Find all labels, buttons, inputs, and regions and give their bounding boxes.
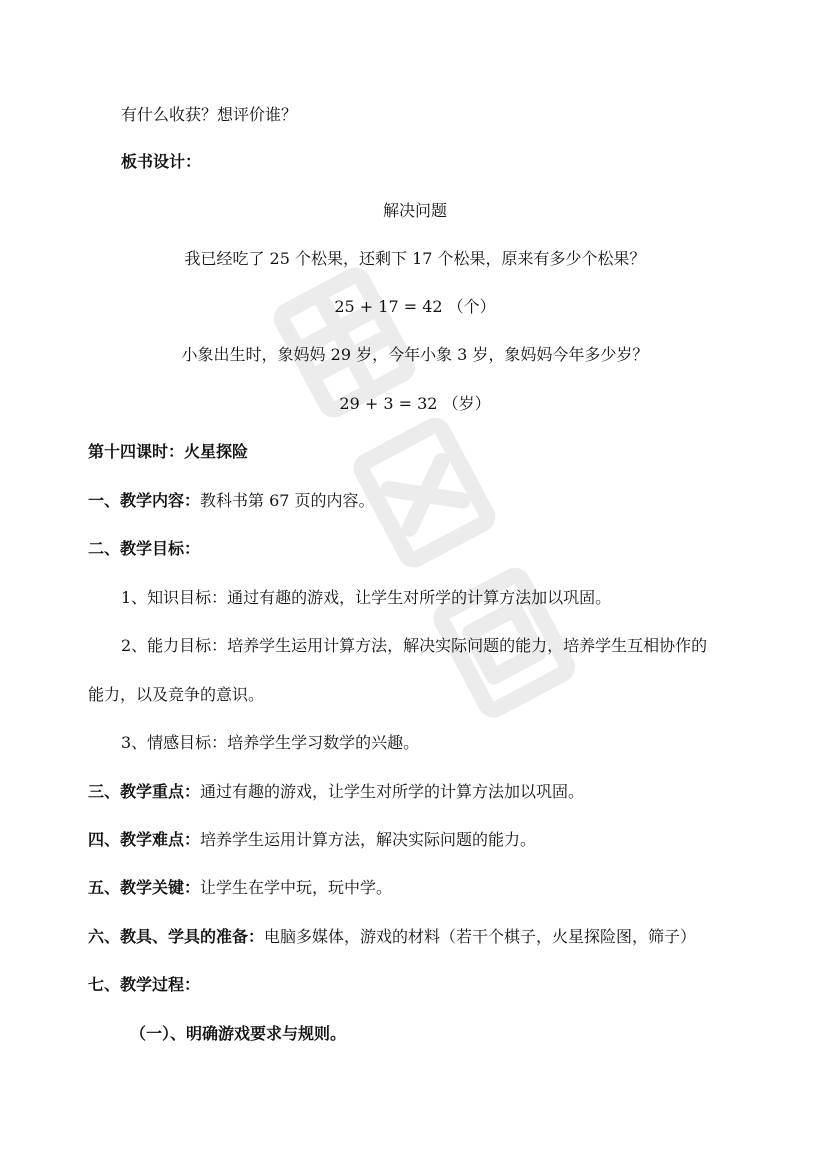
section-difficulty-label: 四、教学难点： — [88, 830, 201, 849]
section-process-heading: 七、教学过程： — [88, 975, 201, 994]
section-content-label: 一、教学内容： — [88, 491, 201, 510]
section-crux — [0, 876, 830, 900]
board-title: 解决问题 — [382, 201, 447, 220]
lesson-title: 第十四课时：火星探险 — [88, 442, 249, 461]
section-preparation — [0, 925, 830, 949]
section-difficulty-text: 培养学生运用计算方法，解决实际问题的能力。 — [200, 830, 537, 849]
section-key-point — [0, 780, 830, 804]
goal-knowledge: 1、知识目标：通过有趣的游戏，让学生对所学的计算方法加以巩固。 — [121, 588, 612, 607]
reflection-question: 有什么收获？想评价谁？ — [121, 105, 298, 124]
section-prep-label: 六、教具、学具的准备： — [88, 927, 265, 946]
section-crux-text: 让学生在学中玩，玩中学。 — [200, 878, 393, 897]
process-step-1: （一）、明确游戏要求与规则。 — [130, 1024, 347, 1043]
goal-emotion: 3、情感目标：培养学生学习数学的兴趣。 — [121, 733, 420, 752]
board-problem-1: 我已经吃了 25 个松果，还剩下 17 个松果，原来有多少个松果？ — [184, 249, 646, 268]
section-difficulty — [0, 828, 830, 852]
board-problem-2: 小象出生时，象妈妈 29 岁，今年小象 3 岁，象妈妈今年多少岁？ — [181, 345, 649, 364]
goal-ability-line-1: 2、能力目标：培养学生运用计算方法，解决实际问题的能力，培养学生互相协作的 — [121, 636, 708, 655]
board-design-heading: 板书设计： — [121, 152, 202, 171]
section-goals-heading: 二、教学目标： — [88, 539, 201, 558]
board-equation-1: 25 + 17 = 42 （个） — [334, 297, 496, 316]
board-equation-2: 29 + 3 = 32 （岁） — [339, 394, 491, 413]
section-key-text: 通过有趣的游戏，让学生对所学的计算方法加以巩固。 — [200, 782, 585, 801]
section-prep-text: 电脑多媒体，游戏的材料（若干个棋子，火星探险图，筛子） — [264, 927, 697, 946]
section-content — [0, 489, 830, 513]
goal-ability-line-2: 能力，以及竞争的意识。 — [88, 685, 265, 704]
section-crux-label: 五、教学关键： — [88, 878, 201, 897]
section-content-text: 教科书第 67 页的内容。 — [200, 491, 375, 510]
section-key-label: 三、教学重点： — [88, 782, 201, 801]
